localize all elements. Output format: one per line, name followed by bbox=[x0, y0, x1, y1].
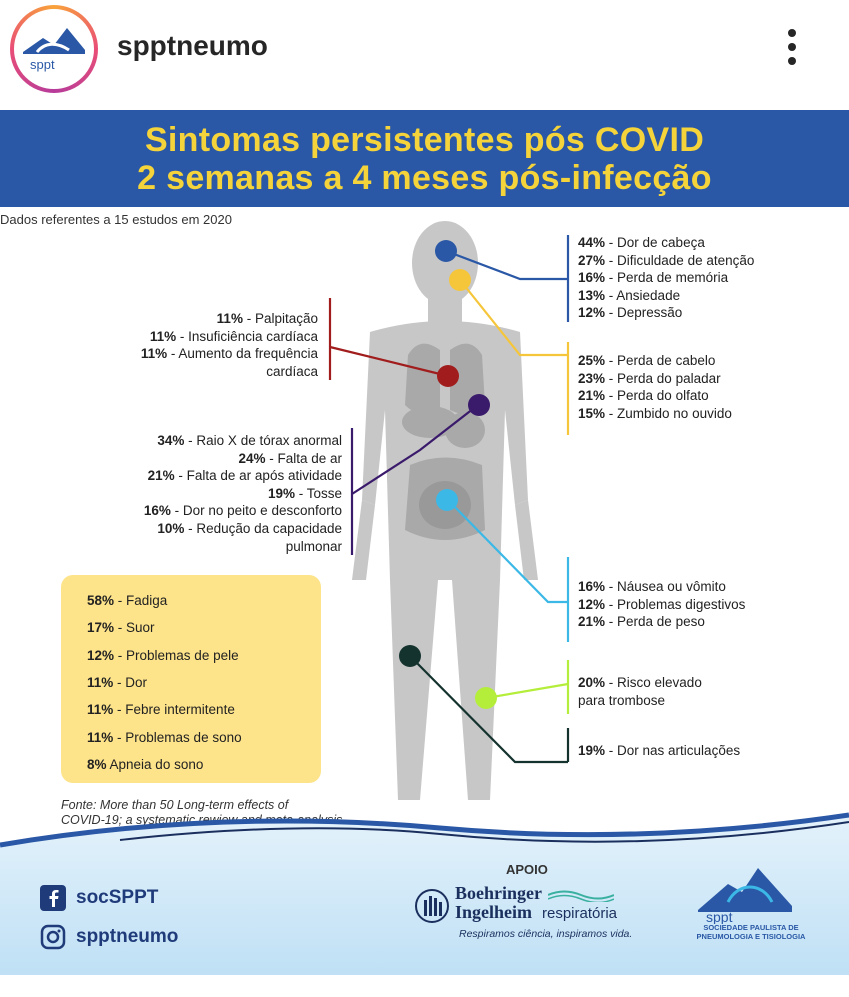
symptom-label: - Problemas digestivos bbox=[605, 596, 746, 612]
symptom-label: - Perda de cabelo bbox=[605, 353, 716, 368]
symptom-row bbox=[578, 742, 740, 760]
symptom-percent: 21% bbox=[578, 614, 606, 630]
symptom-label: - Fadiga bbox=[114, 593, 168, 608]
symptom-percent: 11% bbox=[87, 674, 114, 690]
symptom-label: - Insuficiência cardíaca bbox=[176, 328, 318, 344]
facebook-icon bbox=[40, 885, 66, 911]
symptom-row bbox=[578, 234, 754, 252]
symptom-label: Apneia do sono bbox=[106, 756, 204, 772]
symptom-label: - Problemas de sono bbox=[113, 729, 242, 745]
symptom-row bbox=[60, 538, 342, 556]
symptom-percent: 10% bbox=[157, 520, 185, 536]
symptom-percent: 19% bbox=[578, 743, 606, 758]
general-symptom-row bbox=[87, 620, 155, 635]
symptom-percent: 12% bbox=[578, 305, 606, 321]
symptom-label: - Tosse bbox=[294, 485, 342, 501]
avatar-image bbox=[14, 9, 94, 89]
symptom-row bbox=[60, 502, 342, 520]
symptom-row bbox=[578, 269, 754, 287]
symptom-row bbox=[60, 467, 342, 485]
symptom-row bbox=[578, 674, 702, 692]
symptom-percent: 20% bbox=[578, 675, 606, 690]
symptom-row bbox=[578, 287, 754, 305]
symptom-percent: 16% bbox=[578, 270, 606, 286]
sponsor-tagline: Respiramos ciência, inspiramos vida. bbox=[459, 928, 633, 940]
symptom-label: - Falta de ar após atividade bbox=[174, 468, 342, 484]
symptom-row bbox=[578, 370, 732, 388]
symptom-row bbox=[578, 578, 745, 596]
subtitle: Dados referentes a 15 estudos em 2020 bbox=[0, 212, 232, 227]
symptom-percent: 11% bbox=[140, 346, 168, 362]
symptom-percent: 25% bbox=[578, 353, 606, 368]
username[interactable]: spptneumo bbox=[117, 30, 268, 61]
symptom-row bbox=[60, 520, 342, 538]
lungs-dot bbox=[468, 394, 490, 416]
symptom-row bbox=[100, 345, 318, 363]
symptom-label: - Náusea ou vômito bbox=[605, 579, 726, 594]
heart-symptoms bbox=[100, 310, 318, 380]
thrombosis-connector bbox=[486, 684, 568, 698]
symptom-percent: 11% bbox=[149, 328, 177, 344]
symptom-percent: 44% bbox=[578, 235, 606, 250]
symptom-percent: 19% bbox=[267, 485, 295, 501]
symptom-percent: 11% bbox=[87, 702, 114, 718]
symptom-label: - Aumento da frequência bbox=[167, 346, 318, 362]
symptom-percent: 24% bbox=[238, 450, 266, 466]
symptom-percent: 16% bbox=[578, 579, 606, 594]
symptom-percent: 13% bbox=[578, 287, 606, 303]
org-name-line-2: PNEUMOLOGIA E TISIOLOGIA bbox=[696, 932, 806, 941]
gut-dot bbox=[436, 489, 458, 511]
sppt-logo-icon bbox=[17, 12, 91, 86]
symptom-percent: 58% bbox=[87, 593, 115, 608]
facebook-handle: socSPPT bbox=[76, 887, 159, 908]
title-line-1: Sintomas persistentes pós COVID bbox=[144, 120, 705, 159]
avatar-text: sppt bbox=[30, 57, 55, 72]
symptom-label: - Risco elevado bbox=[605, 675, 702, 690]
boehringer-logo-icon bbox=[414, 886, 450, 926]
general-symptom-row bbox=[87, 730, 242, 745]
instagram-icon bbox=[40, 924, 66, 950]
symptom-percent: 27% bbox=[578, 252, 606, 268]
title-line-2: 2 semanas a 4 meses pós-infecção bbox=[137, 158, 712, 197]
symptom-label: - Ansiedade bbox=[605, 287, 681, 303]
post-image bbox=[0, 110, 849, 975]
symptom-label: - Dificuldade de atenção bbox=[605, 252, 755, 268]
symptom-label: - Perda de peso bbox=[605, 614, 705, 630]
symptom-label: - Perda do paladar bbox=[605, 370, 721, 386]
symptom-label: - Zumbido no ouvido bbox=[605, 405, 732, 421]
more-vertical-icon[interactable] bbox=[782, 26, 802, 70]
head-symptoms bbox=[578, 352, 732, 422]
symptom-label: - Palpitação bbox=[242, 311, 318, 326]
joint-symptoms bbox=[578, 742, 740, 760]
symptom-row bbox=[100, 328, 318, 346]
symptom-label: pulmonar bbox=[285, 538, 342, 554]
symptom-percent: 21% bbox=[578, 388, 606, 404]
instagram-handle: spptneumo bbox=[76, 926, 179, 947]
org-name-line-1: SOCIEDADE PAULISTA DE bbox=[703, 923, 799, 932]
symptom-label: - Depressão bbox=[605, 305, 683, 321]
symptom-percent: 17% bbox=[87, 620, 115, 636]
symptom-row bbox=[60, 432, 342, 450]
sponsor-sub: respiratória bbox=[542, 905, 618, 922]
instagram-link[interactable] bbox=[40, 924, 178, 950]
symptom-percent: 12% bbox=[87, 647, 115, 663]
head-dot bbox=[449, 269, 471, 291]
general-symptom-row bbox=[87, 757, 203, 772]
avatar[interactable] bbox=[10, 5, 98, 93]
symptom-label: - Dor de cabeça bbox=[605, 235, 705, 250]
support-label: APOIO bbox=[506, 862, 548, 877]
symptom-row bbox=[578, 304, 754, 322]
symptom-row bbox=[60, 485, 342, 503]
symptom-label: - Redução da capacidade bbox=[184, 520, 342, 536]
symptom-label: - Perda de memória bbox=[605, 270, 729, 286]
symptom-label: cardíaca bbox=[266, 363, 318, 379]
joints-dot bbox=[399, 645, 421, 667]
symptom-label: - Perda do olfato bbox=[605, 388, 709, 404]
symptom-percent: 34% bbox=[157, 433, 185, 448]
heart-dot bbox=[437, 365, 459, 387]
brain-dot bbox=[435, 240, 457, 262]
symptom-row bbox=[100, 363, 318, 381]
thrombosis-symptoms bbox=[578, 674, 702, 709]
symptom-percent: 15% bbox=[578, 405, 606, 421]
sponsor-name bbox=[455, 884, 542, 922]
general-symptoms-box bbox=[61, 575, 321, 783]
post-header bbox=[0, 0, 849, 100]
symptom-label: - Falta de ar bbox=[265, 450, 342, 466]
lung-symptoms bbox=[60, 432, 342, 555]
symptom-row bbox=[578, 596, 745, 614]
symptom-row bbox=[578, 692, 702, 710]
symptom-label: - Dor no peito e desconforto bbox=[170, 503, 342, 519]
source-line-1: Fonte: More than 50 Long-term effects of bbox=[61, 798, 289, 812]
symptom-percent: 11% bbox=[216, 311, 243, 326]
general-symptom-row bbox=[87, 648, 239, 663]
sppt-org-logo-icon bbox=[692, 862, 802, 924]
general-symptom-row bbox=[87, 593, 167, 608]
facebook-link[interactable] bbox=[40, 885, 158, 911]
sponsor-name-line-1: Boehringer bbox=[455, 883, 542, 903]
symptom-percent: 16% bbox=[143, 503, 171, 519]
symptom-row bbox=[578, 405, 732, 423]
brain-symptoms bbox=[578, 234, 754, 322]
symptom-label: - Dor bbox=[113, 674, 148, 690]
symptom-percent: 11% bbox=[87, 729, 114, 745]
symptom-row bbox=[578, 387, 732, 405]
org-name bbox=[696, 923, 806, 941]
symptom-percent: 23% bbox=[578, 370, 606, 386]
symptom-label: para trombose bbox=[578, 692, 666, 708]
symptom-row bbox=[578, 252, 754, 270]
org-logo-text: sppt bbox=[706, 909, 733, 924]
symptom-percent: 12% bbox=[578, 596, 606, 612]
symptom-percent: 8% bbox=[87, 756, 107, 772]
thrombosis-dot bbox=[475, 687, 497, 709]
symptom-label: - Febre intermitente bbox=[113, 702, 235, 718]
gut-symptoms bbox=[578, 578, 745, 631]
symptom-label: - Raio X de tórax anormal bbox=[184, 433, 342, 448]
general-symptom-row bbox=[87, 675, 147, 690]
symptom-row bbox=[100, 310, 318, 328]
symptom-percent: 21% bbox=[147, 468, 175, 484]
symptom-label: - Dor nas articulações bbox=[605, 743, 741, 758]
source-line-2: COVID-19; a systematic rewiew and meta-analysis bbox=[61, 813, 343, 827]
sponsor-name-line-2: Ingelheim bbox=[455, 902, 533, 922]
symptom-row bbox=[578, 613, 745, 631]
symptom-row bbox=[578, 352, 732, 370]
sponsor-wave-icon bbox=[548, 888, 614, 902]
symptom-label: - Problemas de pele bbox=[114, 647, 239, 663]
general-symptom-row bbox=[87, 702, 235, 717]
symptom-row bbox=[60, 450, 342, 468]
symptom-label: - Suor bbox=[114, 620, 155, 636]
